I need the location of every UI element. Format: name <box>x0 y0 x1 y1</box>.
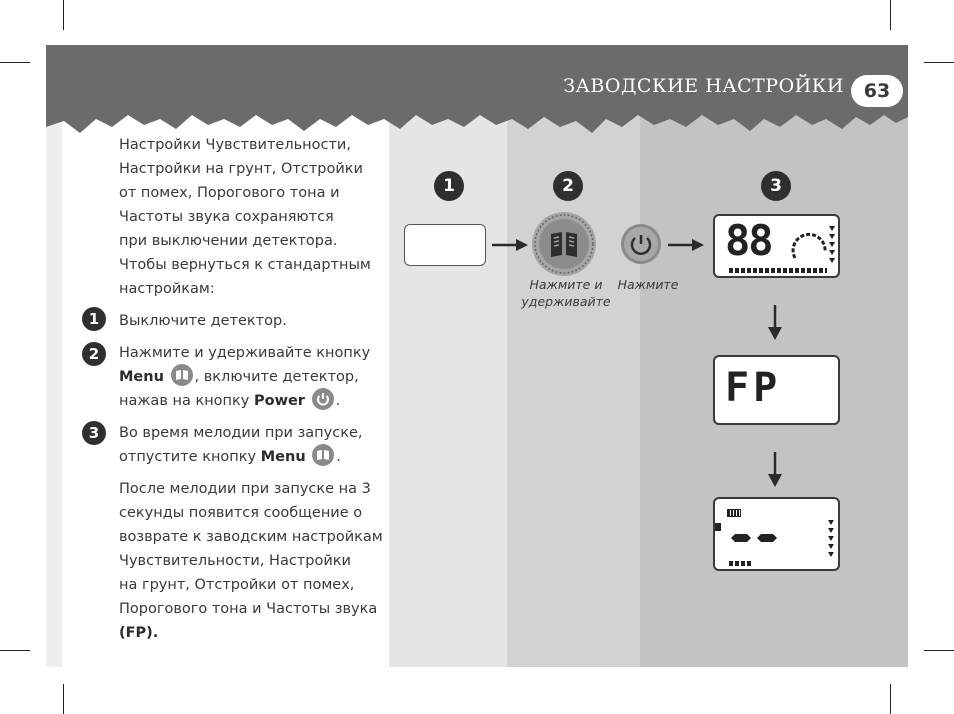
step-2-text-part: , включите детектор, <box>194 369 359 385</box>
blank-lcd-screen <box>404 224 486 266</box>
step-1-text: Выключите детектор. <box>119 313 287 329</box>
step-2-text-part: . <box>335 393 341 409</box>
crop-mark <box>63 684 64 714</box>
step-2-line1: Нажмите и удерживайте кнопку <box>119 345 371 361</box>
page-number: 63 <box>851 75 903 107</box>
outro-line: на грунт, Отстройки от помех, <box>119 577 355 593</box>
lcd-bar-segments <box>729 561 751 566</box>
menu-button-icon <box>171 364 193 386</box>
lcd-bar-segments <box>729 268 827 273</box>
crop-mark <box>924 650 954 651</box>
lcd-screen-fp <box>713 355 840 425</box>
intro-line: Настройки на грунт, Отстройки <box>119 161 363 177</box>
crop-mark <box>890 684 891 714</box>
intro-line: при выключении детектора. <box>119 233 338 249</box>
outro-line: возврате к заводским настройкам <box>119 529 383 545</box>
menu-button-large-icon <box>531 211 597 277</box>
step-1-badge: 1 <box>82 307 106 331</box>
outro-line: Чувствительности, Настройки <box>119 553 351 569</box>
caption-line: Нажмите и <box>529 277 603 292</box>
lcd-gauge-icon <box>787 224 835 268</box>
step-3-text-part: отпустите кнопку <box>119 449 257 465</box>
arrow-down-icon <box>765 452 785 488</box>
crop-mark <box>0 650 30 651</box>
press-hold-caption <box>520 276 612 310</box>
page-title: ЗАВОДСКИЕ НАСТРОЙКИ <box>563 75 844 97</box>
step-2-line3 <box>119 389 340 413</box>
intro-line: Настройки Чувствительности, <box>119 137 351 153</box>
lcd-dashes <box>729 533 779 543</box>
caption-line: удерживайте <box>521 294 611 309</box>
diagram-step-3: 3 <box>761 171 791 201</box>
intro-line: настройкам: <box>119 281 215 297</box>
crop-mark <box>890 0 891 30</box>
lcd-level-arrows <box>827 519 835 559</box>
lcd-screen-88 <box>713 214 840 278</box>
arrow-right-icon <box>666 236 706 254</box>
step-2-badge: 2 <box>82 342 106 366</box>
step-3-text-part: . <box>336 449 341 465</box>
power-button-icon <box>312 388 334 410</box>
step-2-line2 <box>119 365 359 389</box>
menu-label: Menu <box>260 449 306 465</box>
lcd-fp-text: FP <box>725 365 782 411</box>
step-2-text-part: нажав на кнопку <box>119 393 250 409</box>
diagram-step-1: 1 <box>434 171 464 201</box>
intro-line: от помех, Порогового тона и <box>119 185 340 201</box>
power-button-large-icon <box>620 223 662 265</box>
crop-mark <box>0 62 30 63</box>
outro-bold: (FP). <box>119 625 159 641</box>
outro-line: Порогового тона и Частоты звука <box>119 601 378 617</box>
diagram-step-2: 2 <box>553 171 583 201</box>
outro-line: После мелодии при запуске на 3 <box>119 481 371 497</box>
lcd-indicator <box>715 523 721 531</box>
press-caption: Нажмите <box>617 277 679 292</box>
step-3-badge: 3 <box>82 421 106 445</box>
menu-label: Menu <box>119 369 164 385</box>
crop-mark <box>924 62 954 63</box>
lcd-screen-ready <box>713 497 840 571</box>
step-3-line2 <box>119 445 341 469</box>
step-3-line1: Во время мелодии при запуске, <box>119 425 363 441</box>
lcd-digits: 88 <box>725 216 772 265</box>
power-label: Power <box>253 393 305 409</box>
intro-line: Частоты звука сохраняются <box>119 209 334 225</box>
battery-icon <box>727 509 741 517</box>
outro-line: секунды появится сообщение о <box>119 505 363 521</box>
arrow-down-icon <box>765 305 785 341</box>
arrow-right-icon <box>490 236 530 254</box>
crop-mark <box>63 0 64 30</box>
intro-line: Чтобы вернуться к стандартным <box>119 257 371 273</box>
menu-button-icon <box>312 444 334 466</box>
